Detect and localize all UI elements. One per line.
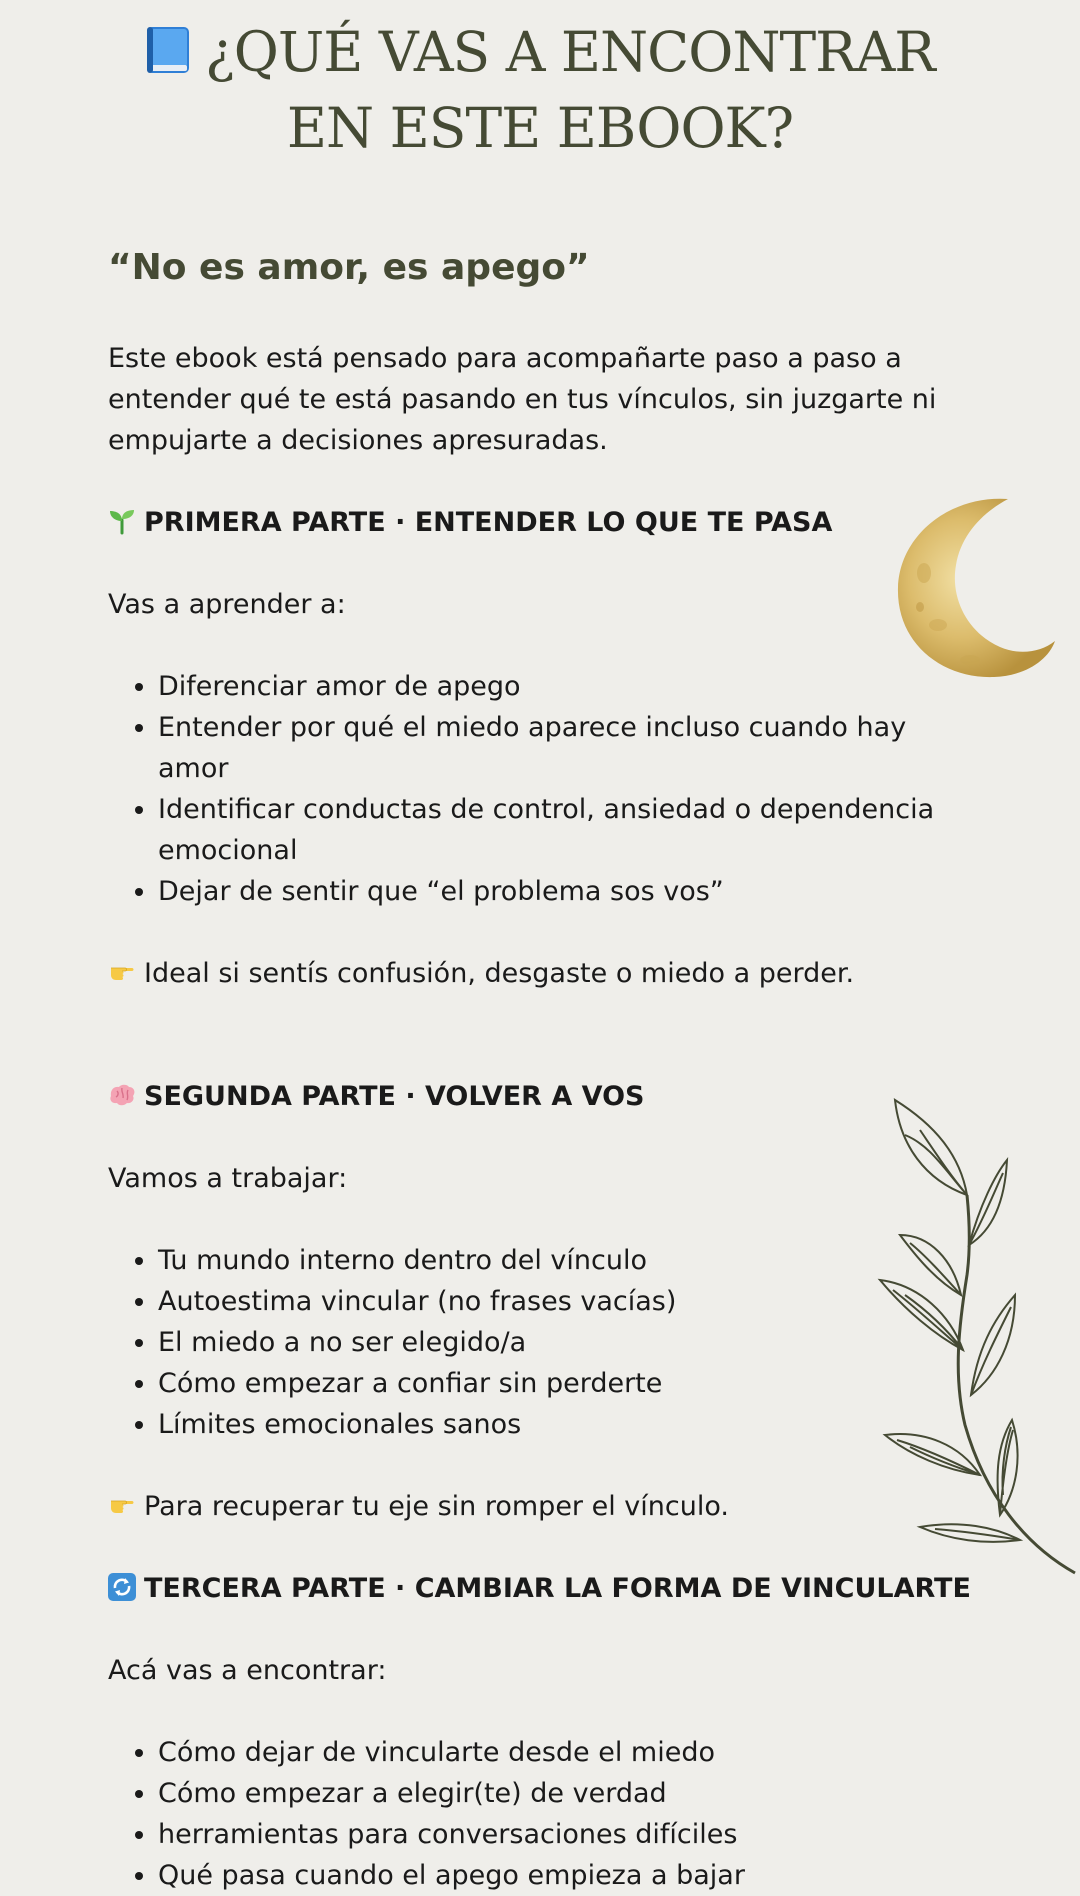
- repeat-arrows-icon: [108, 1572, 136, 1600]
- list-item: • El miedo a no ser elegido/a: [158, 1322, 958, 1363]
- section-note: Para recuperar tu eje sin romper el vínculo.: [144, 1491, 729, 1522]
- blue-book-icon: [145, 18, 191, 68]
- section-list: [108, 666, 958, 912]
- list-item: • Cómo empezar a confiar sin perderte: [158, 1363, 958, 1404]
- section-list: [108, 1732, 958, 1896]
- title-line-2: EN ESTE EBOOK?: [286, 96, 794, 160]
- list-item: • Cómo dejar de vincularte desde el miedo: [158, 1732, 958, 1773]
- pointing-hand-icon: [108, 957, 136, 985]
- list-item: • herramientas para conversaciones difíciles: [158, 1814, 958, 1855]
- list-item: • Qué pasa cuando el apego empieza a bajar: [158, 1855, 958, 1896]
- list-item: • Límites emocionales sanos: [158, 1404, 958, 1445]
- section-lead: Vas a aprender a:: [108, 589, 346, 620]
- list-item: • Autoestima vincular (no frases vacías): [158, 1281, 958, 1322]
- list-item: • Tu mundo interno dentro del vínculo: [158, 1240, 958, 1281]
- section-tercera-parte: [108, 1568, 971, 1896]
- crescent-moon-icon: [890, 495, 1060, 680]
- section-lead: Acá vas a encontrar:: [108, 1655, 387, 1686]
- list-item: • Identificar conductas de control, ansiedad o dependencia emocional: [158, 789, 958, 871]
- seedling-icon: [108, 506, 136, 534]
- ebook-content: [108, 240, 971, 1896]
- list-item: • Dejar de sentir que “el problema sos vos”: [158, 871, 958, 912]
- pointing-hand-icon: [108, 1490, 136, 1518]
- list-item: • Diferenciar amor de apego: [158, 666, 958, 707]
- section-heading: SEGUNDA PARTE · VOLVER A VOS: [144, 1081, 645, 1112]
- section-segunda-parte: [108, 1076, 968, 1527]
- title-line-1: ¿QUÉ VAS A ENCONTRAR: [205, 20, 935, 84]
- intro-paragraph: Este ebook está pensado para acompañarte paso a paso a entender qué te está pasando en tus vínculos, sin juzgarte ni empujarte a decisiones apresuradas.: [108, 343, 937, 456]
- intro-subtitle: “No es amor, es apego”: [108, 247, 590, 288]
- section-note: Ideal si sentís confusión, desgaste o miedo a perder.: [144, 958, 855, 989]
- section-heading: PRIMERA PARTE · ENTENDER LO QUE TE PASA: [144, 507, 833, 538]
- section-primera-parte: [108, 502, 968, 994]
- page-title: [0, 14, 1080, 166]
- brain-icon: [108, 1080, 136, 1108]
- section-heading: TERCERA PARTE · CAMBIAR LA FORMA DE VINCULARTE: [144, 1573, 971, 1604]
- olive-branch-icon: [875, 1095, 1080, 1585]
- list-item: • Cómo empezar a elegir(te) de verdad: [158, 1773, 958, 1814]
- list-item: • Entender por qué el miedo aparece incluso cuando hay amor: [158, 707, 958, 789]
- section-lead: Vamos a trabajar:: [108, 1163, 348, 1194]
- section-list: [108, 1240, 958, 1445]
